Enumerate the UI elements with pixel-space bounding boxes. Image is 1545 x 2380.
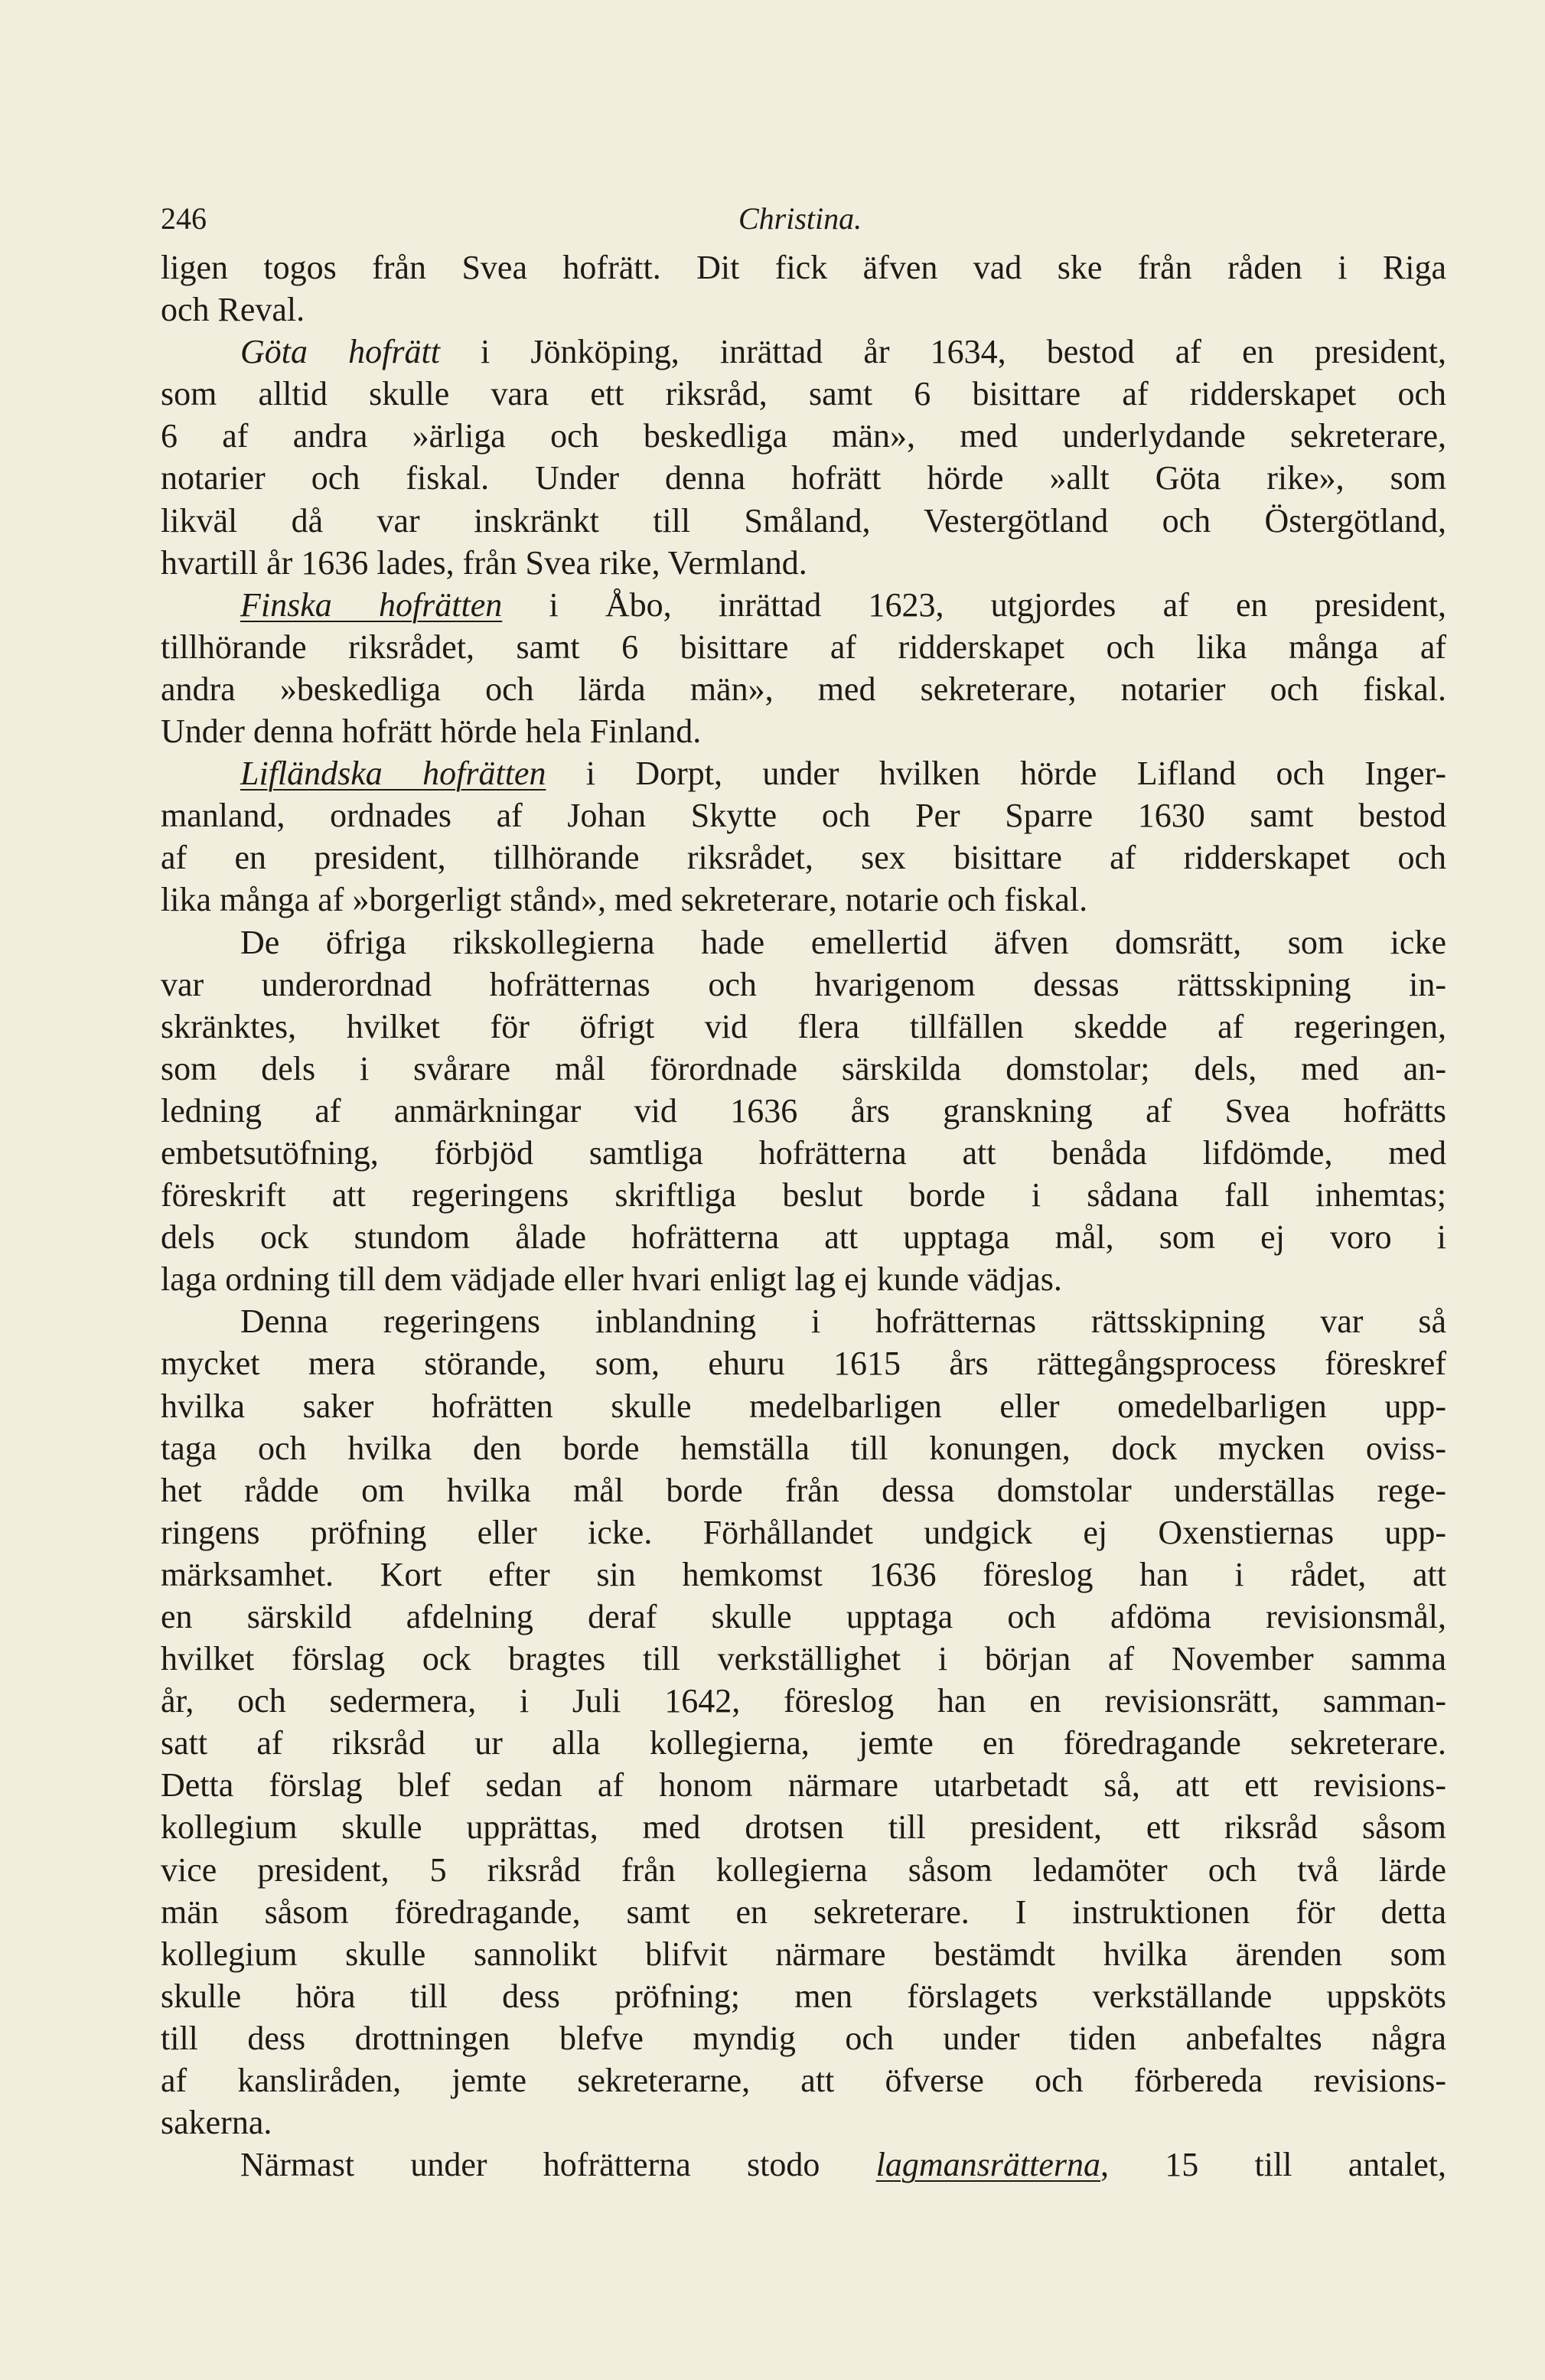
text-run: i Jönköping, inrättad år 1634, bestod af en president, [439, 333, 1446, 371]
text-run: ledning af anmärkningar vid 1636 års granskning af Svea hofrätts [161, 1091, 1446, 1130]
text-line [161, 1933, 1446, 1975]
text-run: i Åbo, inrättad 1623, utgjordes af en president, [502, 585, 1446, 624]
text-line [161, 1174, 1446, 1216]
text-run: märksamhet. Kort efter sin hemkomst 1636 föreslog han i rådet, att [161, 1555, 1446, 1593]
text-run: dels ock stundom ålade hofrätterna att upptaga mål, som ej voro i [161, 1218, 1446, 1257]
text-line [161, 1764, 1446, 1806]
text-line [161, 584, 1446, 626]
text-line [161, 1342, 1446, 1384]
text-run: kollegium skulle upprättas, med drotsen till president, ett riksråd såsom [161, 1808, 1446, 1847]
italic-term: lagmansrätterna [875, 2146, 1101, 2184]
text-line [161, 1638, 1446, 1680]
text-line [161, 2144, 1446, 2186]
text-line [161, 1216, 1446, 1258]
text-run: män såsom föredragande, samt en sekreterare. I instruktionen för detta [161, 1893, 1446, 1931]
text-line [161, 1258, 1446, 1300]
text-run: skulle höra till dess pröfning; men förslagets verkställande uppsköts [161, 1977, 1446, 2015]
text-line [161, 921, 1446, 963]
text-line [161, 2101, 1446, 2144]
text-run: och Reval. [161, 291, 305, 329]
text-line [161, 1680, 1446, 1722]
text-line [161, 331, 1446, 373]
italic-term: Göta hofrätt [240, 333, 440, 371]
text-line [161, 794, 1446, 836]
text-run: laga ordning till dem vädjade eller hvari enligt lag ej kunde vädjas. [161, 1260, 1062, 1299]
text-run: hvilka saker hofrätten skulle medelbarligen eller omedelbarligen upp- [161, 1387, 1446, 1425]
text-run: skränktes, hvilket för öfrigt vid flera tillfällen skedde af regeringen, [161, 1007, 1446, 1045]
text-run: 6 af andra »ärliga och beskedliga män», med underlydande sekreterare, [161, 417, 1446, 455]
text-run: satt af riksråd ur alla kollegierna, jemte en föredragande sekreterare. [161, 1724, 1446, 1762]
text-run: till dess drottningen blefve myndig och under tiden anbefaltes några [161, 2019, 1446, 2057]
text-run: år, och sedermera, i Juli 1642, föreslog han en revisionsrätt, samman- [161, 1682, 1446, 1720]
text-line [161, 1849, 1446, 1891]
text-run: i Dorpt, under hvilken hörde Lifland och Inger- [546, 755, 1446, 793]
text-line [161, 1596, 1446, 1638]
text-line [161, 2059, 1446, 2101]
text-line [161, 1048, 1446, 1090]
text-line [161, 1132, 1446, 1174]
text-line [161, 710, 1446, 752]
text-line [161, 457, 1446, 499]
text-run: notarier och fiskal. Under denna hofrätt hörde »allt Göta rike», som [161, 459, 1446, 497]
text-line [161, 1300, 1446, 1342]
text-run: en särskild afdelning deraf skulle upptaga och afdöma revisionsmål, [161, 1598, 1446, 1635]
text-run: embetsutöfning, förbjöd samtliga hofrätterna att benåda lifdömde, med [161, 1133, 1446, 1172]
text-line [161, 246, 1446, 289]
text-line [161, 1722, 1446, 1764]
text-line [161, 542, 1446, 584]
text-run: var underordnad hofrätternas och hvarigenom dessas rättsskipning in- [161, 965, 1446, 1003]
text-line [161, 500, 1446, 542]
text-line [161, 626, 1446, 668]
text-line [161, 1427, 1446, 1469]
text-run: tillhörande riksrådet, samt 6 bisittare af ridderskapet och lika många af [161, 628, 1446, 666]
text-run: af en president, tillhörande riksrådet, sex bisittare af ridderskapet och [161, 839, 1446, 877]
text-line [161, 373, 1446, 415]
text-run: ringens pröfning eller icke. Förhållandet undgick ej Oxenstiernas upp- [161, 1513, 1446, 1551]
text-run: som dels i svårare mål förordnade särskilda domstolar; dels, med an- [161, 1049, 1446, 1087]
text-run: taga och hvilka den borde hemställa till konungen, dock mycken oviss- [161, 1429, 1446, 1467]
page-header [161, 201, 1446, 246]
text-run: Denna regeringens inblandning i hofrätternas rättsskipning var så [240, 1302, 1446, 1341]
text-line [161, 1090, 1446, 1132]
text-run: manland, ordnades af Johan Skytte och Per Sparre 1630 samt bestod [161, 797, 1446, 835]
text-run: af kansliråden, jemte sekreterarne, att öfverse och förbereda revisions- [161, 2062, 1446, 2100]
text-run: mycket mera störande, som, ehuru 1615 års rättegångsprocess föreskref [161, 1345, 1446, 1383]
text-run: ligen togos från Svea hofrätt. Dit fick äfven vad ske från råden i Riga [161, 249, 1446, 286]
text-line [161, 836, 1446, 879]
text-line [161, 1511, 1446, 1554]
italic-term: Lifländska hofrätten [240, 755, 546, 793]
text-run: kollegium skulle sannolikt blifvit närmare bestämdt hvilka ärenden som [161, 1935, 1446, 1973]
text-run: vice president, 5 riksråd från kollegierna såsom ledamöter och två lärde [161, 1850, 1446, 1889]
text-line [161, 289, 1446, 331]
text-line [161, 963, 1446, 1006]
text-run: hvartill år 1636 lades, från Svea rike, Vermland. [161, 543, 807, 582]
text-run: Närmast under hofrätterna stodo [240, 2146, 876, 2184]
text-line [161, 2017, 1446, 2059]
italic-term: Finska hofrätten [240, 585, 503, 624]
text-line [161, 1385, 1446, 1427]
text-line [161, 1806, 1446, 1848]
text-run: andra »beskedliga och lärda män», med sekreterare, notarier och fiskal. [161, 670, 1446, 708]
text-run: , 15 till antalet, [1100, 2146, 1446, 2184]
body-text [161, 246, 1446, 2186]
text-line [161, 879, 1446, 921]
text-line [161, 752, 1446, 794]
text-line [161, 1891, 1446, 1933]
text-run: Under denna hofrätt hörde hela Finland. [161, 712, 702, 751]
text-run: som alltid skulle vara ett riksråd, samt 6 bisittare af ridderskapet och [161, 375, 1446, 413]
text-run: hvilket förslag ock bragtes till verkställighet i början af November samma [161, 1640, 1446, 1678]
text-run: het rådde om hvilka mål borde från dessa domstolar underställas rege- [161, 1471, 1446, 1509]
text-line [161, 1469, 1446, 1511]
text-run: likväl då var inskränkt till Småland, Vestergötland och Östergötland, [161, 501, 1446, 540]
text-line [161, 1975, 1446, 2017]
text-line [161, 1006, 1446, 1048]
text-line [161, 668, 1446, 710]
text-run: föreskrift att regeringens skriftliga beslut borde i sådana fall inhemtas; [161, 1176, 1446, 1214]
text-run: lika många af »borgerligt stånd», med sekreterare, notarie och fiskal. [161, 881, 1088, 919]
running-title: Christina. [738, 201, 862, 236]
page-number: 246 [161, 201, 207, 236]
text-run: De öfriga rikskollegierna hade emellertid äfven domsrätt, som icke [240, 923, 1446, 961]
text-run: sakerna. [161, 2104, 272, 2142]
text-run: Detta förslag blef sedan af honom närmare utarbetadt så, att ett revisions- [161, 1766, 1446, 1805]
text-line [161, 1554, 1446, 1596]
text-line [161, 415, 1446, 457]
